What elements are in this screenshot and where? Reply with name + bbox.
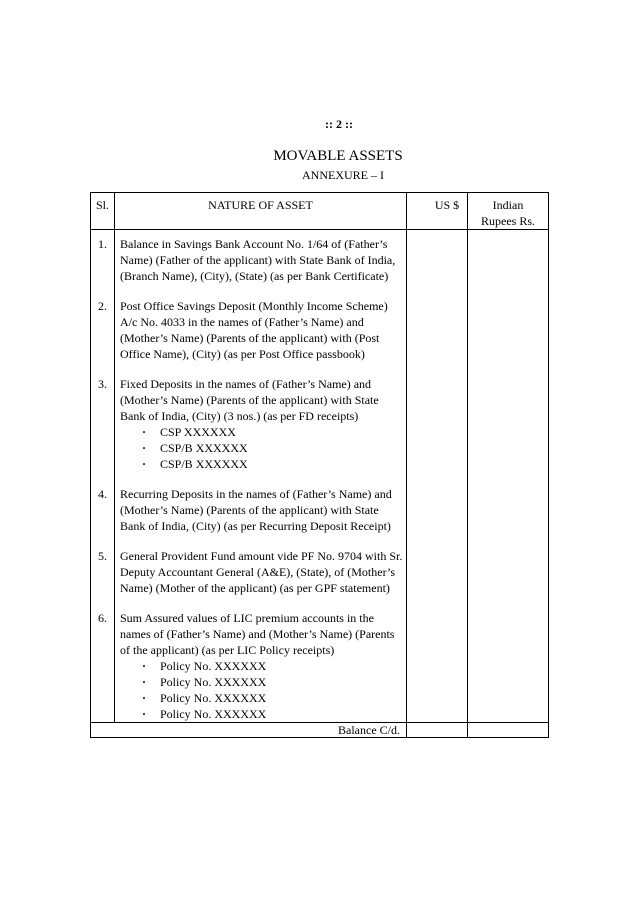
asset-description: Sum Assured values of LIC premium accounts in the names of (Father’s Name) and (Mother’s Name) (Parents of the applicant) (as per LIC Policy receipts)	[120, 611, 395, 657]
column-header-inr-line2: Rupees Rs.	[481, 214, 535, 228]
asset-description: General Provident Fund amount vide PF No. 9704 with Sr. Deputy Accountant General (A&E), (State), of (Mother’s Name) (Mother of the applicant) (as per GPF statement)	[120, 549, 403, 595]
asset-subitem: · CSP XXXXXX	[142, 424, 406, 440]
column-header-sl: Sl.	[91, 193, 115, 230]
annexure-label: ANNEXURE – I	[302, 168, 384, 182]
serial-number-column	[91, 230, 115, 723]
document-title: MOVABLE ASSETS	[273, 148, 403, 164]
table-body-row	[91, 230, 549, 723]
asset-item-3	[120, 376, 406, 472]
column-header-us-dollar: US $	[407, 193, 468, 230]
balance-carried-down-label: Balance C/d.	[91, 723, 407, 738]
serial-number: 1.	[98, 237, 107, 251]
asset-item-1	[120, 236, 406, 284]
asset-subitem: · Policy No. XXXXXX	[142, 658, 406, 674]
table-header-row	[91, 193, 549, 230]
indian-rupees-column	[468, 230, 549, 723]
serial-number: 3.	[98, 377, 107, 391]
serial-number: 4.	[98, 487, 107, 501]
balance-us-dollar-cell	[407, 723, 468, 738]
asset-subitem: · CSP/B XXXXXX	[142, 440, 406, 456]
asset-description: Post Office Savings Deposit (Monthly Income Scheme) A/c No. 4033 in the names of (Father’s Name) and (Mother’s Name) (Parents of the applicant) with (Post Office Name), (City) (as per Post Office passbook)	[120, 299, 388, 361]
column-header-indian-rupees	[468, 193, 549, 230]
column-header-inr-line1: Indian	[492, 198, 524, 212]
serial-number: 6.	[98, 611, 107, 625]
us-dollar-column	[407, 230, 468, 723]
asset-item-4	[120, 486, 406, 534]
asset-subitem: · Policy No. XXXXXX	[142, 706, 406, 722]
asset-description: Balance in Savings Bank Account No. 1/64 of (Father’s Name) (Father of the applicant) with State Bank of India, (Branch Name), (City), (State) (as per Bank Certificate)	[120, 237, 396, 283]
balance-indian-rupees-cell	[468, 723, 549, 738]
asset-item-2	[120, 298, 406, 362]
asset-subitem: · CSP/B XXXXXX	[142, 456, 406, 472]
assets-table	[90, 192, 549, 738]
asset-item-5	[120, 548, 406, 596]
asset-sublist	[120, 658, 406, 722]
asset-subitem: · Policy No. XXXXXX	[142, 690, 406, 706]
serial-number: 2.	[98, 299, 107, 313]
serial-number: 5.	[98, 549, 107, 563]
asset-description: Recurring Deposits in the names of (Father’s Name) and (Mother’s Name) (Parents of the applicant) with State Bank of India, (City) (as per Recurring Deposit Receipt)	[120, 487, 392, 533]
page-number: :: 2 ::	[325, 117, 353, 131]
asset-sublist	[120, 424, 406, 472]
nature-of-asset-column	[115, 230, 407, 723]
asset-subitem: · Policy No. XXXXXX	[142, 674, 406, 690]
column-header-nature: NATURE OF ASSET	[115, 193, 407, 230]
asset-description: Fixed Deposits in the names of (Father’s Name) and (Mother’s Name) (Parents of the applicant) with State Bank of India, (City) (3 nos.) (as per FD receipts)	[120, 377, 379, 423]
asset-item-6	[120, 610, 406, 722]
balance-row	[91, 723, 549, 738]
